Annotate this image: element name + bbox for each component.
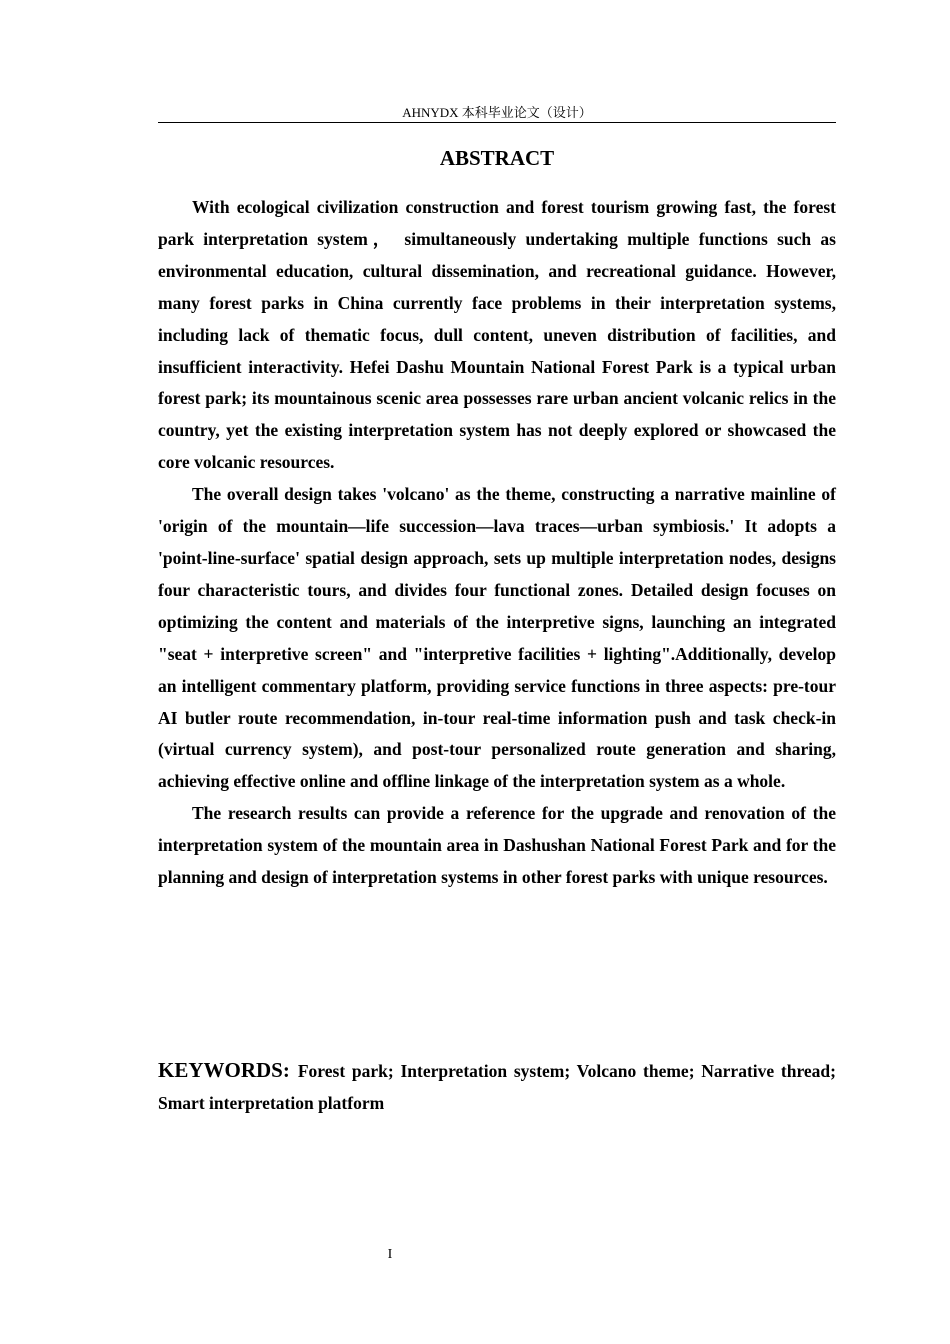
running-header: AHNYDX 本科毕业论文（设计） [402, 105, 592, 120]
page-number: I [387, 1247, 393, 1262]
header-divider [158, 122, 836, 123]
abstract-paragraph-3: The research results can provide a reference for the upgrade and renovation of the interpretation system of the mountain area in Dashushan National Forest Park and for the planning and design of interpretation systems in other forest parks with unique resources. [158, 803, 836, 888]
abstract-paragraph-1: With ecological civilization construction and forest tourism growing fast, the forest park interpretation system， simultaneously undertaking multiple functions such as environmental education, cultural dissemination, and recreational guidance. However, many forest parks in China currently face problems in their interpretation systems, including lack of thematic focus, dull content, uneven distribution of facilities, and insufficient interactivity. Hefei Dashu Mountain National Forest Park is a typical urban forest park; its mountainous scenic area possesses rare urban ancient volcanic relics in the country, yet the existing interpretation system has not deeply explored or showcased the core volcanic resources. [158, 197, 836, 473]
abstract-paragraph-2: The overall design takes 'volcano' as the theme, constructing a narrative mainline of 'origin of the mountain—life succession—lava traces—urban symbiosis.' It adopts a 'point-line-surface' spatial design approach, sets up multiple interpretation nodes, designs four characteristic tours, and divides four functional zones. Detailed design focuses on optimizing the content and materials of the interpretive signs, launching an integrated "seat + interpretive screen" and "interpretive facilities + lighting".Additionally, develop an intelligent commentary platform, providing service functions in three aspects: pre-tour AI butler route recommendation, in-tour real-time information push and task check-in (virtual currency system), and post-tour personalized route generation and sharing, achieving effective online and offline linkage of the interpretation system as a whole. [158, 484, 836, 792]
keywords-label: KEYWORDS: [158, 1058, 290, 1082]
keywords-text: Forest park; Interpretation system; Volcano theme; Narrative thread; Smart interpretation platform [158, 1061, 836, 1113]
abstract-title: ABSTRACT [439, 146, 555, 170]
keywords-section [158, 1054, 836, 1119]
abstract-body [158, 192, 836, 894]
